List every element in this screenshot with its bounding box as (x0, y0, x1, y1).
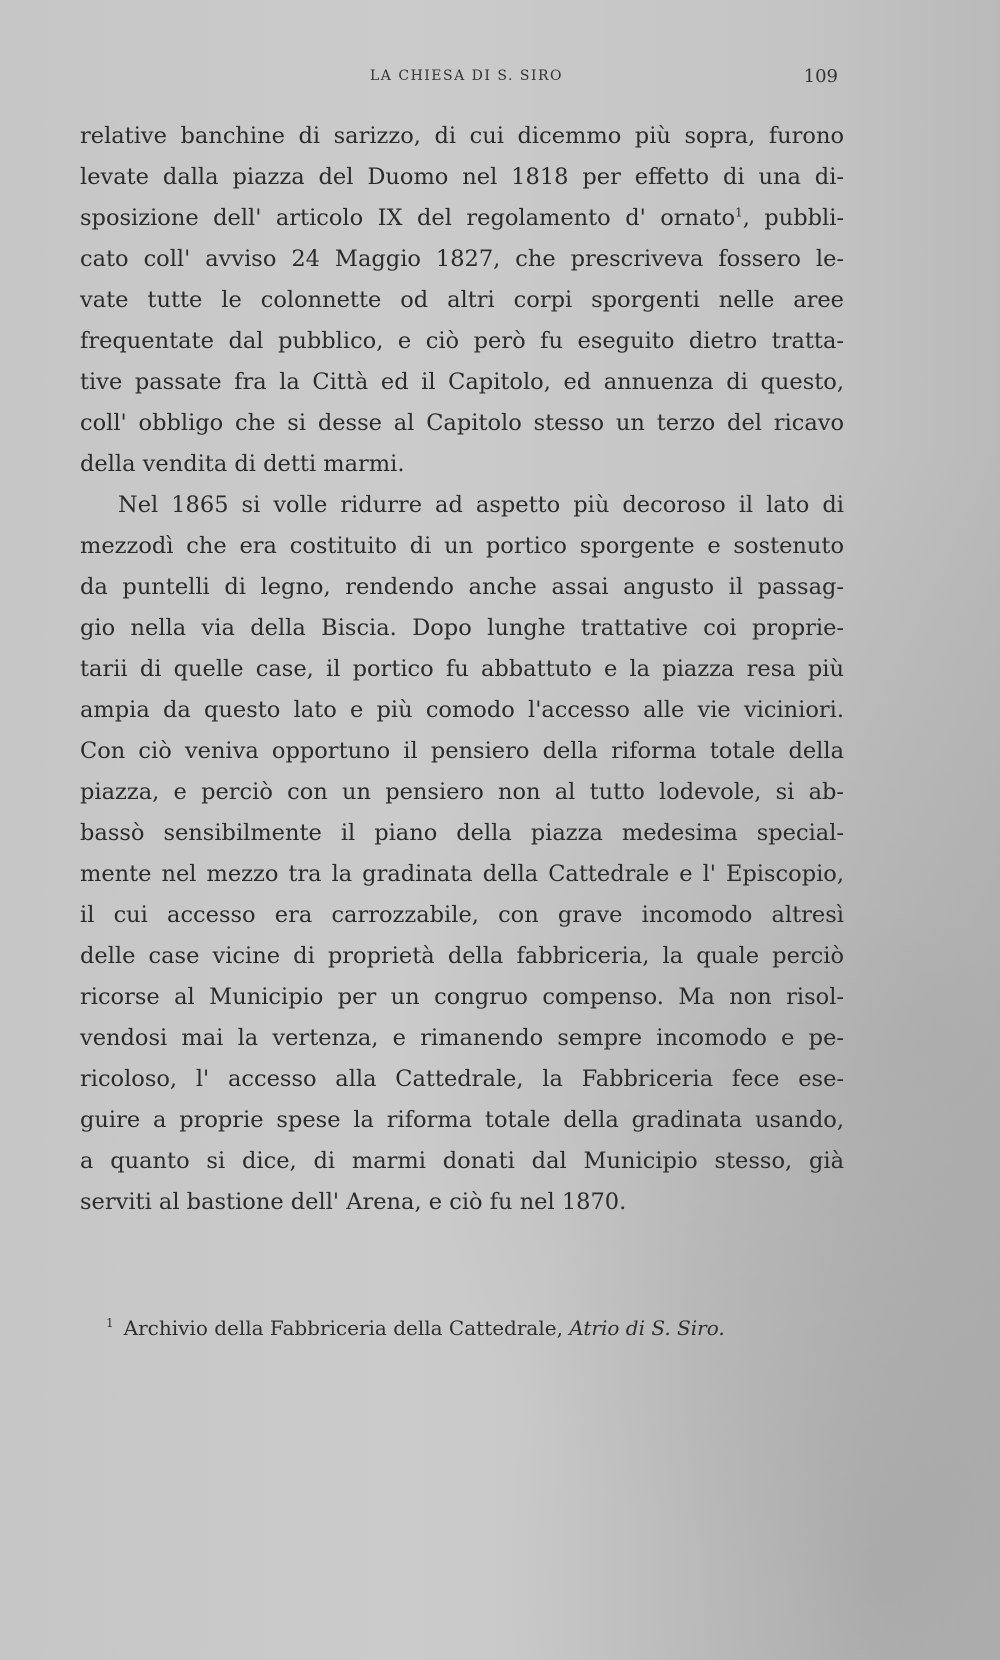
text-line: ricorse al Municipio per un congruo compenso. Ma non risol- (80, 984, 844, 1010)
paragraph-first-line: Nel 1865 si volle ridurre ad aspetto più decoroso il lato di (118, 492, 844, 518)
text-line-segment: sposizione dell' articolo IX del regolamento d' ornato (80, 205, 736, 231)
text-line: a quanto si dice, di marmi donati dal Municipio stesso, già (80, 1148, 844, 1174)
text-line: ricoloso, l' accesso alla Cattedrale, la Fabbriceria fece ese- (80, 1066, 844, 1092)
text-line: mezzodì che era costituito di un portico sporgente e sostenuto (80, 533, 844, 559)
footnote-reference: 1 (735, 205, 743, 220)
text-line: delle case vicine di proprietà della fabbriceria, la quale perciò (80, 943, 844, 969)
text-line: vate tutte le colonnette od altri corpi sporgenti nelle aree (80, 287, 844, 313)
text-line: guire a proprie spese la riforma totale della gradinata usando, (80, 1107, 844, 1133)
footnote (106, 1316, 725, 1340)
text-line: tarii di quelle case, il portico fu abbattuto e la piazza resa più (80, 656, 844, 682)
text-line: serviti al bastione dell' Arena, e ciò fu nel 1870. (80, 1189, 627, 1215)
text-line: tive passate fra la Città ed il Capitolo, ed annuenza di questo, (80, 369, 844, 395)
text-line: mente nel mezzo tra la gradinata della Cattedrale e l' Episcopio, (80, 861, 844, 887)
body-text (80, 116, 844, 1223)
text-line-segment: , pubbli- (742, 205, 844, 231)
text-line-with-footnote-ref (80, 198, 844, 239)
text-line: levate dalla piazza del Duomo nel 1818 per effetto di una di- (80, 164, 844, 190)
text-line: frequentate dal pubblico, e ciò però fu eseguito dietro tratta- (80, 328, 844, 354)
text-line: vendosi mai la vertenza, e rimanendo sempre incomodo e pe- (80, 1025, 844, 1051)
footnote-italic-text: Atrio di S. Siro. (569, 1316, 725, 1340)
footnote-text: Archivio della Fabbriceria della Cattedrale, (123, 1316, 563, 1340)
text-line: piazza, e perciò con un pensiero non al tutto lodevole, si ab- (80, 779, 844, 805)
text-line: cato coll' avviso 24 Maggio 1827, che prescriveva fossero le- (80, 246, 844, 272)
text-line: ampia da questo lato e più comodo l'accesso alle vie viciniori. (80, 697, 844, 723)
text-line: gio nella via della Biscia. Dopo lunghe trattative coi proprie- (80, 615, 844, 641)
text-line: il cui accesso era carrozzabile, con grave incomodo altresì (80, 902, 844, 928)
text-line: da puntelli di legno, rendendo anche assai angusto il passag- (80, 574, 844, 600)
text-line: della vendita di detti marmi. (80, 451, 405, 477)
text-line: relative banchine di sarizzo, di cui dicemmo più sopra, furono (80, 123, 844, 149)
text-line: coll' obbligo che si desse al Capitolo stesso un terzo del ricavo (80, 410, 844, 436)
footnote-marker: 1 (106, 1316, 114, 1331)
text-line: Con ciò veniva opportuno il pensiero della riforma totale della (80, 738, 844, 764)
running-head: LA CHIESA DI S. SIRO (370, 68, 564, 84)
text-line: bassò sensibilmente il piano della piazza medesima special- (80, 820, 844, 846)
page-number: 109 (803, 66, 838, 87)
